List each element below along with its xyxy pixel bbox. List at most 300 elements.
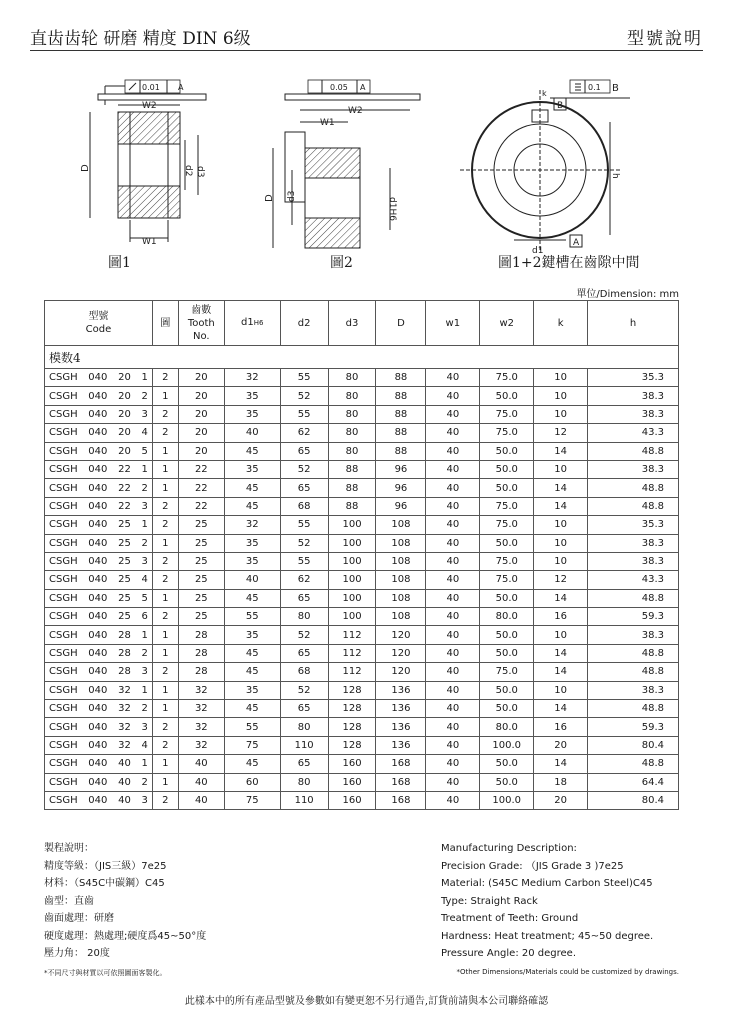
table-row xyxy=(45,663,679,681)
cell-d1: 40 xyxy=(224,571,280,589)
cell-teeth: 25 xyxy=(178,534,224,552)
note-line: 材料：（S45C中碳鋼）C45 xyxy=(44,878,165,889)
cell-d1: 45 xyxy=(224,589,280,607)
fig1-d3-label: d3 xyxy=(195,166,205,178)
cell-k: 10 xyxy=(534,460,588,478)
note-line: Type: Straight Rack xyxy=(441,895,538,907)
cell-k: 12 xyxy=(534,424,588,442)
cell-w2: 75.0 xyxy=(480,497,534,515)
code-part: 040 xyxy=(88,556,108,568)
code-part: 040 xyxy=(88,592,108,604)
cell-w2: 50.0 xyxy=(480,681,534,699)
cell-code xyxy=(45,700,153,718)
code-part: 3 xyxy=(141,795,148,807)
cell-code xyxy=(45,497,153,515)
cell-code xyxy=(45,626,153,644)
cell-w2: 80.0 xyxy=(480,718,534,736)
cell-w1: 40 xyxy=(426,736,480,754)
cell-fig: 2 xyxy=(152,608,178,626)
header-d2: d2 xyxy=(280,301,328,346)
cell-D: 136 xyxy=(376,736,426,754)
code-part: 040 xyxy=(88,758,108,770)
code-part: CSGH xyxy=(49,758,78,770)
cell-D: 96 xyxy=(376,460,426,478)
code-part: CSGH xyxy=(49,795,78,807)
code-part: 1 xyxy=(141,629,148,641)
note-line: Material: (S45C Medium Carbon Steel)C45 xyxy=(441,878,653,889)
cell-d3: 80 xyxy=(328,387,376,405)
code-part: 20 xyxy=(118,445,131,457)
cell-d2: 110 xyxy=(280,791,328,809)
cell-w1: 40 xyxy=(426,700,480,718)
cell-d2: 80 xyxy=(280,718,328,736)
cell-w1: 40 xyxy=(426,663,480,681)
code-part: 040 xyxy=(88,500,108,512)
cell-teeth: 40 xyxy=(178,791,224,809)
cell-teeth: 22 xyxy=(178,460,224,478)
cell-d1: 45 xyxy=(224,663,280,681)
cell-d2: 80 xyxy=(280,773,328,791)
cell-h: 48.8 xyxy=(588,700,679,718)
code-part: CSGH xyxy=(49,464,78,476)
cell-teeth: 25 xyxy=(178,516,224,534)
cell-fig: 1 xyxy=(152,479,178,497)
cell-d2: 52 xyxy=(280,460,328,478)
code-part: CSGH xyxy=(49,776,78,788)
cell-w2: 75.0 xyxy=(480,552,534,570)
cell-h: 43.3 xyxy=(588,571,679,589)
cell-w2: 100.0 xyxy=(480,736,534,754)
cell-k: 14 xyxy=(534,755,588,773)
code-part: 040 xyxy=(88,648,108,660)
cell-w1: 40 xyxy=(426,626,480,644)
cell-fig: 1 xyxy=(152,700,178,718)
cell-k: 18 xyxy=(534,773,588,791)
cell-d2: 65 xyxy=(280,700,328,718)
cell-h: 38.3 xyxy=(588,681,679,699)
cell-teeth: 40 xyxy=(178,773,224,791)
code-part: 1 xyxy=(141,372,148,384)
cell-w1: 40 xyxy=(426,718,480,736)
cell-D: 88 xyxy=(376,405,426,423)
code-part: CSGH xyxy=(49,574,78,586)
code-part: 5 xyxy=(141,445,148,457)
cell-D: 136 xyxy=(376,718,426,736)
cell-d2: 62 xyxy=(280,571,328,589)
code-part: 040 xyxy=(88,703,108,715)
cell-d3: 88 xyxy=(328,460,376,478)
cell-D: 88 xyxy=(376,442,426,460)
table-row xyxy=(45,755,679,773)
cell-d3: 160 xyxy=(328,791,376,809)
cell-teeth: 28 xyxy=(178,626,224,644)
table-row xyxy=(45,516,679,534)
cell-h: 59.3 xyxy=(588,718,679,736)
code-part: CSGH xyxy=(49,629,78,641)
cell-h: 43.3 xyxy=(588,424,679,442)
cell-code xyxy=(45,791,153,809)
cell-d2: 110 xyxy=(280,736,328,754)
cell-fig: 1 xyxy=(152,589,178,607)
cell-w2: 75.0 xyxy=(480,516,534,534)
table-row xyxy=(45,442,679,460)
cell-d3: 128 xyxy=(328,736,376,754)
cell-d3: 100 xyxy=(328,516,376,534)
cell-w1: 40 xyxy=(426,479,480,497)
fig2-tolerance-value: 0.05 xyxy=(330,83,348,92)
cell-teeth: 20 xyxy=(178,442,224,460)
cell-fig: 2 xyxy=(152,791,178,809)
cell-d1: 35 xyxy=(224,626,280,644)
cell-fig: 2 xyxy=(152,552,178,570)
cell-d3: 80 xyxy=(328,369,376,387)
cell-d1: 35 xyxy=(224,387,280,405)
header-w2: w2 xyxy=(480,301,534,346)
unit-label: 單位/Dimension: mm xyxy=(576,289,679,300)
table-row xyxy=(45,626,679,644)
note-line: 齒型：直齒 xyxy=(44,895,94,907)
cell-k: 20 xyxy=(534,736,588,754)
page-footer: 此樣本中的所有產品型號及參數如有變更恕不另行通告,訂貨前請與本公司聯絡確認 xyxy=(184,996,549,1007)
cell-h: 38.3 xyxy=(588,534,679,552)
code-part: 040 xyxy=(88,408,108,420)
cell-k: 14 xyxy=(534,663,588,681)
cell-fig: 1 xyxy=(152,773,178,791)
section-title: 型號說明 xyxy=(627,29,703,49)
fig3-k-label: k xyxy=(542,89,547,98)
cell-D: 168 xyxy=(376,791,426,809)
cell-code xyxy=(45,773,153,791)
code-part: 2 xyxy=(141,703,148,715)
table-row xyxy=(45,791,679,809)
cell-code xyxy=(45,460,153,478)
note-line: Manufacturing Description: xyxy=(441,843,577,854)
cell-fig: 1 xyxy=(152,534,178,552)
cell-d1: 45 xyxy=(224,644,280,662)
code-part: 3 xyxy=(141,408,148,420)
figure-3-drawing xyxy=(460,80,630,250)
cell-w2: 80.0 xyxy=(480,608,534,626)
cell-d1: 45 xyxy=(224,755,280,773)
cell-code xyxy=(45,644,153,662)
cell-d1: 60 xyxy=(224,773,280,791)
code-part: 3 xyxy=(141,556,148,568)
cell-w1: 40 xyxy=(426,589,480,607)
code-part: 040 xyxy=(88,372,108,384)
cell-d3: 100 xyxy=(328,589,376,607)
notes-english xyxy=(441,840,653,963)
cell-w2: 50.0 xyxy=(480,442,534,460)
cell-fig: 2 xyxy=(152,736,178,754)
cell-w1: 40 xyxy=(426,773,480,791)
header-d3: d3 xyxy=(328,301,376,346)
cell-k: 10 xyxy=(534,552,588,570)
fig1-w2-label: W2 xyxy=(142,101,157,111)
cell-k: 10 xyxy=(534,681,588,699)
cell-d3: 128 xyxy=(328,700,376,718)
note-line: 製程說明： xyxy=(44,843,94,854)
fig3-d1-label: d1 xyxy=(532,246,544,256)
cell-w2: 50.0 xyxy=(480,460,534,478)
cell-code xyxy=(45,736,153,754)
cell-d1: 32 xyxy=(224,369,280,387)
technical-drawings xyxy=(30,60,710,275)
cell-h: 80.4 xyxy=(588,736,679,754)
footnote-english: *Other Dimensions/Materials could be customized by drawings. xyxy=(456,968,679,976)
fig3-h-label: h xyxy=(610,173,620,179)
cell-d2: 68 xyxy=(280,663,328,681)
cell-w2: 75.0 xyxy=(480,663,534,681)
code-part: 2 xyxy=(141,390,148,402)
cell-k: 14 xyxy=(534,644,588,662)
cell-w1: 40 xyxy=(426,755,480,773)
cell-code xyxy=(45,552,153,570)
cell-D: 120 xyxy=(376,644,426,662)
code-part: CSGH xyxy=(49,648,78,660)
code-part: 2 xyxy=(141,482,148,494)
table-row xyxy=(45,479,679,497)
cell-w1: 40 xyxy=(426,552,480,570)
cell-k: 16 xyxy=(534,608,588,626)
cell-D: 108 xyxy=(376,608,426,626)
cell-fig: 1 xyxy=(152,755,178,773)
code-part: 40 xyxy=(118,795,131,807)
cell-D: 120 xyxy=(376,663,426,681)
header-D: D xyxy=(376,301,426,346)
cell-code xyxy=(45,424,153,442)
note-line: Hardness: Heat treatment; 45~50 degree. xyxy=(441,930,654,942)
cell-d1: 35 xyxy=(224,460,280,478)
cell-code xyxy=(45,608,153,626)
cell-k: 16 xyxy=(534,718,588,736)
cell-k: 12 xyxy=(534,571,588,589)
table-row xyxy=(45,497,679,515)
code-part: CSGH xyxy=(49,556,78,568)
cell-w2: 75.0 xyxy=(480,424,534,442)
cell-k: 14 xyxy=(534,589,588,607)
code-part: CSGH xyxy=(49,740,78,751)
code-part: 20 xyxy=(118,390,131,402)
cell-d1: 35 xyxy=(224,552,280,570)
header-w1: w1 xyxy=(426,301,480,346)
code-part: CSGH xyxy=(49,372,78,384)
header-k: k xyxy=(534,301,588,346)
fig3-tolerance-value: 0.1 xyxy=(588,83,601,92)
code-part: 040 xyxy=(88,519,108,531)
fig3-datum-label: B xyxy=(612,83,619,94)
code-part: 20 xyxy=(118,408,131,420)
cell-h: 48.8 xyxy=(588,755,679,773)
code-part: CSGH xyxy=(49,445,78,457)
table-row xyxy=(45,589,679,607)
cell-D: 136 xyxy=(376,700,426,718)
code-part: 25 xyxy=(118,537,131,549)
cell-w1: 40 xyxy=(426,369,480,387)
code-part: 040 xyxy=(88,611,108,623)
header-h: h xyxy=(588,301,679,346)
cell-k: 14 xyxy=(534,442,588,460)
cell-h: 59.3 xyxy=(588,608,679,626)
fig1-datum-label: A xyxy=(178,83,184,92)
code-part: 040 xyxy=(88,390,108,402)
cell-d2: 55 xyxy=(280,552,328,570)
cell-d2: 52 xyxy=(280,681,328,699)
fig2-datum-label: A xyxy=(360,83,366,92)
cell-code xyxy=(45,571,153,589)
table-row xyxy=(45,700,679,718)
cell-d2: 55 xyxy=(280,516,328,534)
code-part: 2 xyxy=(141,776,148,788)
cell-k: 14 xyxy=(534,700,588,718)
cell-teeth: 22 xyxy=(178,497,224,515)
table-row xyxy=(45,773,679,791)
cell-teeth: 22 xyxy=(178,479,224,497)
cell-teeth: 32 xyxy=(178,681,224,699)
code-part: 6 xyxy=(141,611,148,623)
cell-w2: 50.0 xyxy=(480,700,534,718)
table-row xyxy=(45,460,679,478)
code-part: 3 xyxy=(141,721,148,733)
cell-d3: 100 xyxy=(328,552,376,570)
table-row xyxy=(45,644,679,662)
code-part: CSGH xyxy=(49,408,78,420)
code-part: 040 xyxy=(88,482,108,494)
cell-fig: 1 xyxy=(152,442,178,460)
code-part: CSGH xyxy=(49,721,78,733)
footnote-chinese: *不同尺寸與材質以可依照圖面客製化。 xyxy=(44,969,167,977)
code-part: 25 xyxy=(118,592,131,604)
cell-fig: 2 xyxy=(152,718,178,736)
cell-code xyxy=(45,718,153,736)
figure-1-caption: 圖1 xyxy=(108,255,131,271)
cell-d3: 80 xyxy=(328,405,376,423)
cell-w2: 100.0 xyxy=(480,791,534,809)
code-part: 040 xyxy=(88,776,108,788)
code-part: 25 xyxy=(118,519,131,531)
cell-d2: 52 xyxy=(280,626,328,644)
table-header-row xyxy=(45,301,679,346)
cell-h: 35.3 xyxy=(588,516,679,534)
cell-d1: 55 xyxy=(224,718,280,736)
code-part: CSGH xyxy=(49,537,78,549)
cell-fig: 1 xyxy=(152,387,178,405)
note-line: 精度等級：（JIS三級）7e25 xyxy=(44,860,167,872)
code-part: 040 xyxy=(88,795,108,807)
cell-h: 48.8 xyxy=(588,644,679,662)
cell-fig: 2 xyxy=(152,571,178,589)
cell-d2: 65 xyxy=(280,589,328,607)
cell-code xyxy=(45,405,153,423)
cell-d2: 52 xyxy=(280,534,328,552)
cell-d3: 128 xyxy=(328,681,376,699)
fig1-d-label: D xyxy=(80,164,91,172)
code-part: 22 xyxy=(118,482,131,494)
cell-teeth: 25 xyxy=(178,608,224,626)
code-part: 040 xyxy=(88,464,108,476)
cell-fig: 1 xyxy=(152,626,178,644)
cell-D: 96 xyxy=(376,479,426,497)
cell-k: 14 xyxy=(534,479,588,497)
cell-d2: 65 xyxy=(280,644,328,662)
cell-h: 48.8 xyxy=(588,479,679,497)
cell-d3: 100 xyxy=(328,534,376,552)
code-part: CSGH xyxy=(49,611,78,623)
cell-w1: 40 xyxy=(426,681,480,699)
table-row xyxy=(45,405,679,423)
cell-w1: 40 xyxy=(426,497,480,515)
cell-d1: 75 xyxy=(224,736,280,754)
code-part: 28 xyxy=(118,629,131,641)
cell-h: 35.3 xyxy=(588,369,679,387)
code-part: 32 xyxy=(118,684,131,696)
cell-teeth: 28 xyxy=(178,663,224,681)
table-row xyxy=(45,718,679,736)
cell-D: 88 xyxy=(376,424,426,442)
code-part: 32 xyxy=(118,721,131,733)
cell-h: 80.4 xyxy=(588,791,679,809)
cell-teeth: 32 xyxy=(178,718,224,736)
page-header xyxy=(30,22,703,51)
note-line: 壓力角： 20度 xyxy=(44,948,110,959)
fig2-d-label: D xyxy=(264,194,275,202)
cell-code xyxy=(45,755,153,773)
fig2-d3-label: d3 xyxy=(287,190,297,202)
cell-d1: 45 xyxy=(224,700,280,718)
note-line: Precision Grade: （JIS Grade 3 )7e25 xyxy=(441,860,624,872)
code-part: 28 xyxy=(118,648,131,660)
code-part: 25 xyxy=(118,556,131,568)
table-row xyxy=(45,369,679,387)
table-row xyxy=(45,552,679,570)
note-line: 齒面處理：研磨 xyxy=(44,913,114,924)
cell-d2: 68 xyxy=(280,497,328,515)
note-line: Pressure Angle: 20 degree. xyxy=(441,948,577,959)
fig3-datum-a-label: A xyxy=(573,238,580,248)
page-title: 直齿齿轮 研磨 精度 DIN 6级 xyxy=(30,29,251,49)
cell-h: 38.3 xyxy=(588,460,679,478)
code-part: 1 xyxy=(141,519,148,531)
note-line: Treatment of Teeth: Ground xyxy=(441,913,579,924)
fig2-d1h6-label: d1H6 xyxy=(387,197,397,221)
cell-w1: 40 xyxy=(426,534,480,552)
cell-k: 10 xyxy=(534,387,588,405)
cell-code xyxy=(45,663,153,681)
cell-k: 10 xyxy=(534,516,588,534)
code-part: 3 xyxy=(141,666,148,678)
cell-code xyxy=(45,369,153,387)
cell-h: 64.4 xyxy=(588,773,679,791)
cell-fig: 1 xyxy=(152,644,178,662)
cell-h: 48.8 xyxy=(588,442,679,460)
code-part: 040 xyxy=(88,427,108,439)
cell-h: 38.3 xyxy=(588,387,679,405)
cell-w1: 40 xyxy=(426,442,480,460)
cell-w1: 40 xyxy=(426,387,480,405)
code-part: CSGH xyxy=(49,500,78,512)
cell-fig: 2 xyxy=(152,516,178,534)
cell-D: 108 xyxy=(376,534,426,552)
cell-w1: 40 xyxy=(426,460,480,478)
cell-D: 108 xyxy=(376,516,426,534)
cell-teeth: 20 xyxy=(178,369,224,387)
cell-d1: 45 xyxy=(224,479,280,497)
cell-teeth: 20 xyxy=(178,387,224,405)
code-part: CSGH xyxy=(49,519,78,531)
cell-d3: 112 xyxy=(328,644,376,662)
code-part: CSGH xyxy=(49,703,78,715)
code-part: 040 xyxy=(88,629,108,641)
cell-fig: 1 xyxy=(152,460,178,478)
